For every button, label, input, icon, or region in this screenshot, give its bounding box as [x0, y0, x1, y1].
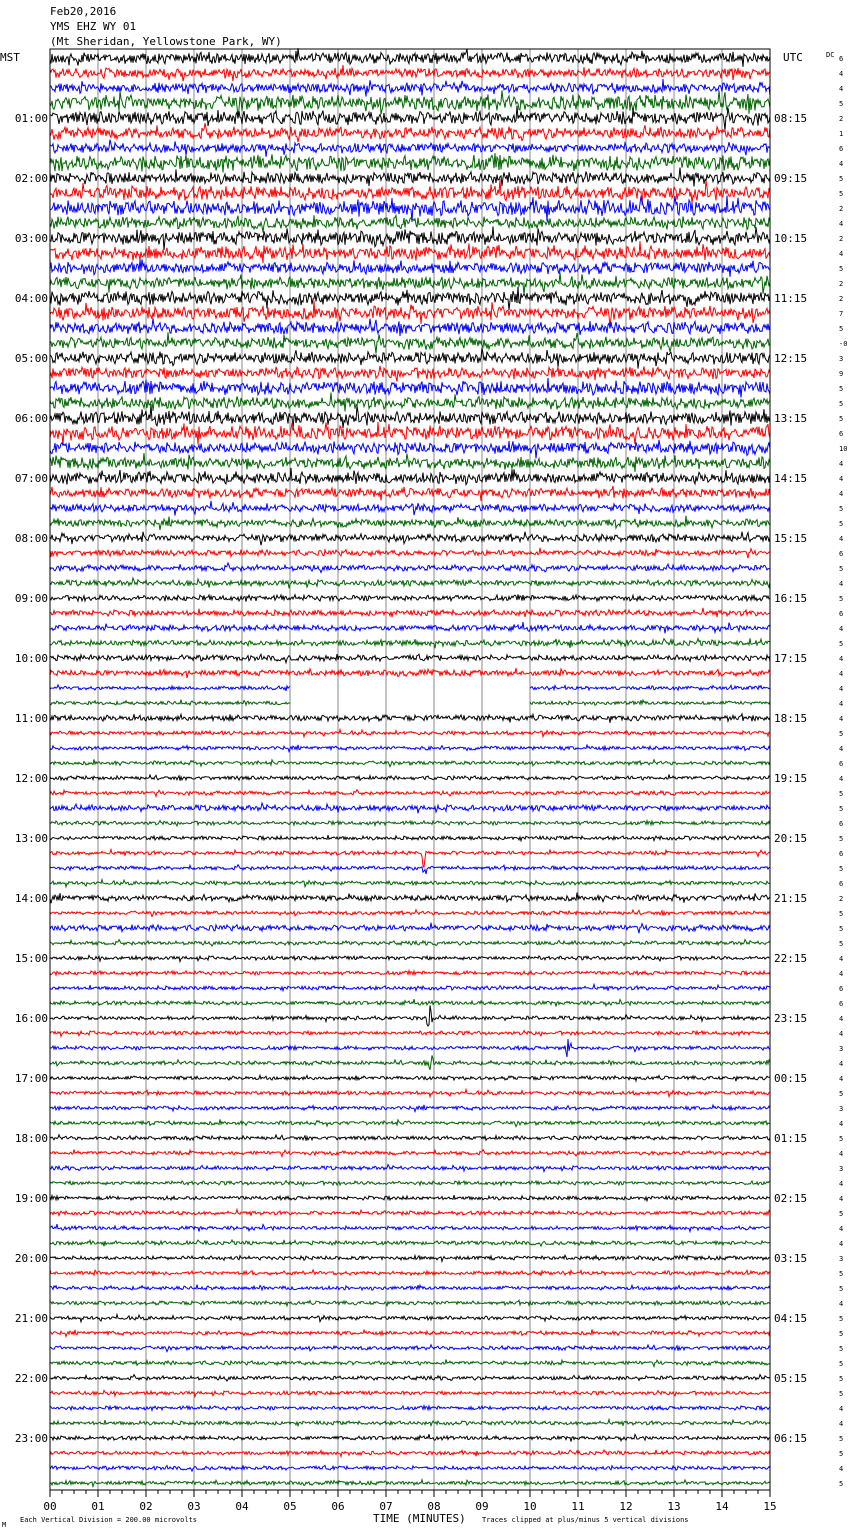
dc-offset-label: 4 [839, 700, 844, 708]
dc-offset-label: 5 [839, 520, 844, 528]
x-tick-label: 13 [667, 1500, 681, 1513]
dc-offset-label: 5 [839, 505, 844, 513]
dc-offset-label: 6 [839, 850, 844, 858]
dc-offset-label: 7 [839, 310, 844, 318]
right-hour-label: 17:15 [774, 652, 808, 665]
dc-offset-label: 4 [839, 220, 844, 228]
trace-line [50, 179, 770, 205]
left-hour-label: 16:00 [14, 1012, 48, 1025]
dc-offset-label: 5 [839, 1135, 844, 1143]
trace-line [50, 1090, 770, 1097]
dc-offset-label: 5 [839, 1330, 844, 1338]
trace-line [50, 1315, 770, 1322]
dc-offset-label: 6 [839, 550, 844, 558]
trace-line [50, 348, 770, 369]
right-hour-label: 02:15 [774, 1192, 808, 1205]
trace-line [50, 638, 770, 648]
x-tick-label: 08 [427, 1500, 441, 1513]
trace-line [50, 516, 770, 530]
trace-line [50, 821, 770, 826]
x-tick-label: 09 [475, 1500, 489, 1513]
dc-offset-label: 6 [839, 760, 844, 768]
dc-offset-label: 5 [839, 790, 844, 798]
x-tick-label: 11 [571, 1500, 585, 1513]
dc-offset-label: 4 [839, 715, 844, 723]
dc-offset-label: 5 [839, 1285, 844, 1293]
trace-line [50, 301, 770, 326]
dc-offset-label: 4 [839, 580, 844, 588]
trace-line [50, 378, 770, 398]
right-hour-label: 19:15 [774, 772, 808, 785]
left-hour-label: 03:00 [14, 232, 48, 245]
trace-line [50, 1390, 770, 1396]
left-timezone-label: MST [0, 51, 20, 64]
trace-line [50, 332, 770, 353]
dc-offset-label: 5 [839, 1390, 844, 1398]
station-name: YMS EHZ WY 01 [50, 20, 137, 33]
dc-offset-label: 4 [839, 1240, 844, 1248]
dc-offset-label: 4 [839, 1465, 844, 1473]
trace-line [50, 578, 770, 588]
dc-offset-label: 5 [839, 265, 844, 273]
dc-offset-label: 5 [839, 1210, 844, 1218]
dc-offset-label: -0 [839, 340, 848, 348]
trace-line [50, 1285, 770, 1291]
dc-offset-label: 3 [839, 1045, 844, 1053]
trace-line [50, 775, 770, 781]
trace-line [50, 1105, 770, 1112]
dc-offset-label: 4 [839, 1075, 844, 1083]
trace-line [50, 1345, 770, 1352]
right-hour-label: 14:15 [774, 472, 808, 485]
trace-line [50, 287, 770, 311]
trace-line [50, 259, 770, 277]
dc-offset-label: 2 [839, 115, 844, 123]
dc-offset-label: 4 [839, 1015, 844, 1023]
trace-line [50, 168, 770, 187]
right-hour-label: 06:15 [774, 1432, 808, 1445]
trace-line [50, 1165, 770, 1172]
left-hour-label: 20:00 [14, 1252, 48, 1265]
trace-line [50, 1210, 770, 1216]
trace-line [50, 393, 770, 412]
dc-offset-label: 5 [839, 595, 844, 603]
trace-line [50, 404, 770, 430]
trace-line [50, 140, 770, 157]
left-hour-label: 04:00 [14, 292, 48, 305]
trace-line [50, 971, 770, 976]
trace-line [50, 1240, 770, 1246]
dc-offset-label: 5 [839, 325, 844, 333]
dc-offset-label: 4 [839, 460, 844, 468]
x-tick-label: 15 [763, 1500, 777, 1513]
dc-offset-label: 3 [839, 1255, 844, 1263]
left-hour-label: 08:00 [14, 532, 48, 545]
trace-line [50, 48, 770, 67]
left-hour-label: 11:00 [14, 712, 48, 725]
trace-line [50, 622, 770, 633]
trace-line [50, 226, 770, 250]
dc-offset-label: 5 [839, 1360, 844, 1368]
trace-line [50, 548, 770, 559]
right-hour-label: 13:15 [774, 412, 808, 425]
dc-offset-label: 4 [839, 625, 844, 633]
right-hour-label: 03:15 [774, 1252, 808, 1265]
trace-line [50, 65, 770, 81]
dc-offset-label: 5 [839, 1090, 844, 1098]
seismic-traces [50, 48, 770, 1486]
trace-line [50, 440, 770, 458]
dc-offset-label: 2 [839, 295, 844, 303]
dc-offset-label: 2 [839, 205, 844, 213]
dc-offset-label: 5 [839, 925, 844, 933]
left-hour-label: 02:00 [14, 172, 48, 185]
trace-line [50, 1255, 770, 1261]
dc-label: DC [826, 51, 835, 59]
trace-line [50, 1075, 770, 1081]
trace-line [50, 563, 770, 573]
dc-offset-label: 4 [839, 475, 844, 483]
trace-line [50, 999, 770, 1006]
dc-offset-label: 3 [839, 1165, 844, 1173]
x-tick-label: 04 [235, 1500, 249, 1513]
dc-offset-label: 4 [839, 535, 844, 543]
dc-offset-label: 6 [839, 820, 844, 828]
trace-line [50, 1195, 770, 1201]
trace-line [50, 985, 770, 991]
left-hour-label: 21:00 [14, 1312, 48, 1325]
dc-offset-label: 5 [839, 910, 844, 918]
trace-line [50, 422, 770, 445]
trace-line [50, 714, 770, 723]
trace-line [50, 880, 770, 887]
scale-note: Each Vertical Division = 200.00 microvolts [20, 1516, 198, 1524]
right-hour-label: 00:15 [774, 1072, 808, 1085]
trace-line [50, 1406, 770, 1411]
dc-offset-label: 6 [839, 610, 844, 618]
left-hour-label: 10:00 [14, 652, 48, 665]
trace-line [50, 1006, 770, 1027]
trace-line [50, 745, 770, 752]
dc-offset-label: 4 [839, 1195, 844, 1203]
x-tick-label: 14 [715, 1500, 729, 1513]
dc-offset-label: 4 [839, 1150, 844, 1158]
dc-offset-label: 3 [839, 355, 844, 363]
trace-line [50, 893, 770, 904]
trace-line [50, 1300, 770, 1306]
right-hour-label: 18:15 [774, 712, 808, 725]
trace-line [50, 486, 770, 501]
dc-offset-label: 4 [839, 670, 844, 678]
trace-line [50, 850, 770, 868]
right-hour-label: 20:15 [774, 832, 808, 845]
dc-offset-label: 5 [839, 640, 844, 648]
x-tick-label: 06 [331, 1500, 345, 1513]
right-hour-label: 08:15 [774, 112, 808, 125]
dc-offset-label: 5 [839, 1345, 844, 1353]
trace-line [50, 90, 770, 117]
trace-line [50, 1039, 770, 1057]
trace-line [50, 319, 770, 337]
dc-offset-label: 4 [839, 685, 844, 693]
dc-offset-label: 4 [839, 1225, 844, 1233]
right-hour-label: 01:15 [774, 1132, 808, 1145]
dc-offset-label: 5 [839, 1315, 844, 1323]
dc-offset-label: 2 [839, 895, 844, 903]
right-hour-label: 15:15 [774, 532, 808, 545]
trace-line [50, 1450, 770, 1457]
right-hour-label: 04:15 [774, 1312, 808, 1325]
dc-offset-label: 6 [839, 985, 844, 993]
dc-offset-label: 1 [839, 130, 844, 138]
trace-line [50, 608, 770, 617]
dc-offset-label: 9 [839, 370, 844, 378]
trace-line [50, 532, 770, 546]
trace-line [50, 803, 770, 813]
left-hour-label: 01:00 [14, 112, 48, 125]
left-hour-label: 15:00 [14, 952, 48, 965]
dc-offset-label: 5 [839, 1375, 844, 1383]
trace-line [50, 685, 770, 691]
dc-offset-label: 4 [839, 1060, 844, 1068]
dc-offset-label: 4 [839, 85, 844, 93]
dc-offset-label: 4 [839, 1180, 844, 1188]
trace-line [50, 501, 770, 516]
dc-offset-label: 4 [839, 160, 844, 168]
dc-offset-label: 5 [839, 400, 844, 408]
trace-line [50, 366, 770, 382]
trace-line [50, 1055, 770, 1069]
left-hour-label: 22:00 [14, 1372, 48, 1385]
dc-offset-label: 5 [839, 1450, 844, 1458]
dc-offset-label: 5 [839, 385, 844, 393]
trace-line [50, 153, 770, 172]
trace-line [50, 835, 770, 841]
dc-offset-label: 5 [839, 415, 844, 423]
footer-mark: M [2, 1521, 7, 1529]
right-hour-label: 11:15 [774, 292, 808, 305]
x-tick-label: 03 [187, 1500, 201, 1513]
trace-line [50, 865, 770, 874]
trace-line [50, 215, 770, 232]
x-tick-label: 10 [523, 1500, 537, 1513]
trace-line [50, 1119, 770, 1126]
left-hour-label: 12:00 [14, 772, 48, 785]
dc-offset-label: 4 [839, 1300, 844, 1308]
trace-line [50, 1270, 770, 1276]
dc-offset-label: 4 [839, 1030, 844, 1038]
dc-offset-label: 4 [839, 1120, 844, 1128]
left-hour-label: 14:00 [14, 892, 48, 905]
x-tick-label: 02 [139, 1500, 153, 1513]
x-tick-label: 01 [91, 1500, 105, 1513]
trace-line [50, 196, 770, 223]
dc-offset-label: 5 [839, 190, 844, 198]
dc-offset-label: 5 [839, 175, 844, 183]
trace-line [50, 468, 770, 485]
dc-offset-label: 10 [839, 445, 848, 453]
dc-offset-label: 4 [839, 955, 844, 963]
trace-line [50, 241, 770, 263]
x-tick-label: 05 [283, 1500, 297, 1513]
trace-line [50, 730, 770, 737]
left-hour-label: 05:00 [14, 352, 48, 365]
left-hour-label: 07:00 [14, 472, 48, 485]
trace-line [50, 790, 770, 797]
trace-line [50, 1420, 770, 1426]
right-hour-label: 09:15 [774, 172, 808, 185]
chart-date: Feb20,2016 [50, 5, 117, 18]
trace-line [50, 1181, 770, 1186]
dc-offset-label: 6 [839, 430, 844, 438]
right-hour-label: 10:15 [774, 232, 808, 245]
trace-line [50, 668, 770, 678]
left-hour-label: 23:00 [14, 1432, 48, 1445]
x-tick-label: 00 [43, 1500, 57, 1513]
trace-line [50, 759, 770, 766]
right-hour-label: 23:15 [774, 1012, 808, 1025]
trace-line [50, 1375, 770, 1381]
trace-line [50, 1150, 770, 1157]
right-hour-label: 05:15 [774, 1372, 808, 1385]
station-location: (Mt Sheridan, Yellowstone Park, WY) [50, 35, 282, 48]
dc-offset-label: 4 [839, 655, 844, 663]
dc-offset-label: 5 [839, 940, 844, 948]
left-hour-label: 13:00 [14, 832, 48, 845]
dc-offset-label: 6 [839, 55, 844, 63]
trace-line [50, 1329, 770, 1336]
dc-offset-label: 5 [839, 1480, 844, 1488]
trace-line [50, 654, 770, 663]
dc-offset-label: 4 [839, 1420, 844, 1428]
trace-line [50, 700, 770, 706]
trace-line [50, 940, 770, 946]
axis-labels [15, 55, 848, 1513]
dc-offset-label: 5 [839, 730, 844, 738]
dc-offset-label: 4 [839, 775, 844, 783]
trace-line [50, 923, 770, 934]
dc-offset-label: 5 [839, 805, 844, 813]
dc-offset-label: 4 [839, 970, 844, 978]
x-axis-label: TIME (MINUTES) [373, 1512, 466, 1525]
right-hour-label: 22:15 [774, 952, 808, 965]
dc-offset-label: 4 [839, 70, 844, 78]
dc-offset-label: 6 [839, 1000, 844, 1008]
dc-offset-label: 5 [839, 1435, 844, 1443]
dc-offset-label: 5 [839, 100, 844, 108]
trace-line [50, 955, 770, 961]
trace-line [50, 453, 770, 472]
right-hour-label: 12:15 [774, 352, 808, 365]
dc-offset-label: 5 [839, 1270, 844, 1278]
dc-offset-label: 4 [839, 1405, 844, 1413]
dc-offset-label: 6 [839, 880, 844, 888]
trace-line [50, 1360, 770, 1367]
x-tick-label: 12 [619, 1500, 633, 1513]
dc-offset-label: 4 [839, 745, 844, 753]
right-hour-label: 21:15 [774, 892, 808, 905]
clip-note: Traces clipped at plus/minus 5 vertical divisions [482, 1516, 689, 1524]
trace-line [50, 1465, 770, 1471]
dc-offset-label: 2 [839, 235, 844, 243]
trace-line [50, 1031, 770, 1037]
dc-offset-label: 5 [839, 835, 844, 843]
trace-line [50, 79, 770, 96]
dc-offset-label: 4 [839, 490, 844, 498]
dc-offset-label: 5 [839, 565, 844, 573]
trace-line [50, 123, 770, 142]
dc-offset-label: 2 [839, 280, 844, 288]
trace-line [50, 1434, 770, 1441]
left-hour-label: 06:00 [14, 412, 48, 425]
trace-line [50, 910, 770, 917]
dc-offset-label: 3 [839, 1105, 844, 1113]
left-hour-label: 09:00 [14, 592, 48, 605]
dc-offset-label: 4 [839, 250, 844, 258]
trace-line [50, 594, 770, 601]
trace-line [50, 1224, 770, 1231]
right-hour-label: 16:15 [774, 592, 808, 605]
trace-line [50, 1480, 770, 1487]
left-hour-label: 18:00 [14, 1132, 48, 1145]
right-timezone-label: UTC [783, 51, 803, 64]
dc-offset-label: 6 [839, 145, 844, 153]
trace-line [50, 1135, 770, 1141]
x-tick-label: 07 [379, 1500, 393, 1513]
dc-offset-label: 5 [839, 865, 844, 873]
left-hour-label: 19:00 [14, 1192, 48, 1205]
left-hour-label: 17:00 [14, 1072, 48, 1085]
